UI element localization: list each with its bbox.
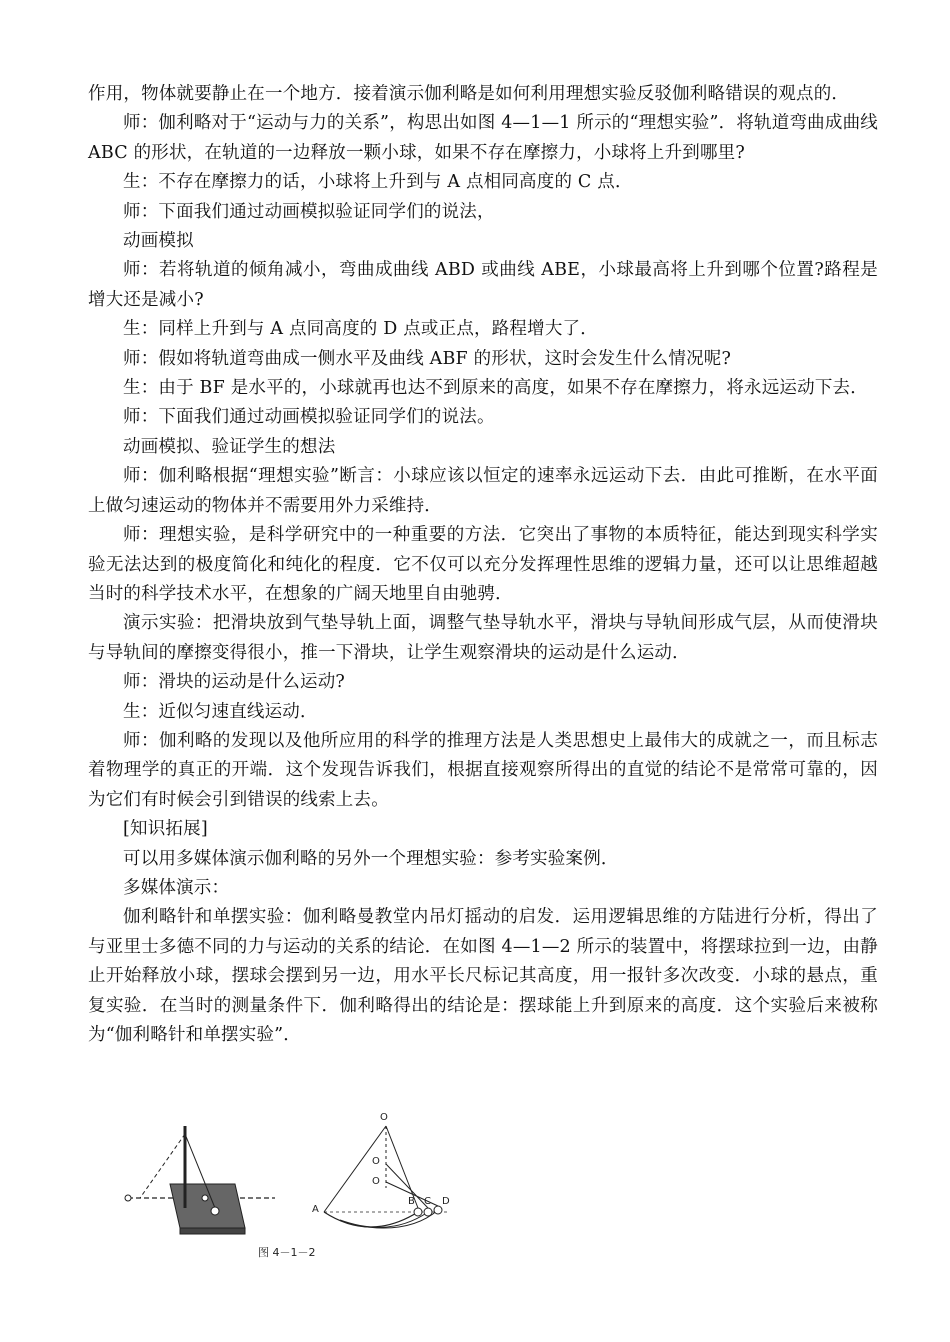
paragraph: 师：理想实验，是科学研究中的一种重要的方法．它突出了事物的本质特征，能达到现实科学实验无法达到的极度简化和纯化的程度．它不仅可以充分发挥理性思维的逻辑力量，还可以让思维超越当时的科学技术水平，在想象的广阔天地里自由驰骋． xyxy=(88,525,878,604)
label-c: C xyxy=(424,1196,431,1207)
label-d: D xyxy=(442,1196,450,1207)
paragraph: 师：滑块的运动是什么运动? xyxy=(123,672,345,693)
paragraph: 师：伽利略根据“理想实验”断言：小球应该以恒定的速率永远运动下去．由此可推断，在水平面上做匀速运动的物体并不需要用外力采维持． xyxy=(88,466,878,516)
paragraph: 动画模拟 xyxy=(123,231,194,252)
label-o1: O xyxy=(372,1156,380,1167)
document-body xyxy=(88,80,878,1050)
paragraph: 师：伽利略对于“运动与力的关系”，构思出如图 4—1—1 所示的“理想实验”．将轨道弯曲成曲线 ABC 的形状，在轨道的一边释放一颗小球，如果不存在摩擦力，小球将上升到哪里? xyxy=(88,113,878,163)
paragraph: [知识拓展] xyxy=(123,819,208,840)
paragraph: 可以用多媒体演示伽利略的另外一个理想实验：参考实验案例． xyxy=(123,848,619,869)
paragraph: 演示实验：把滑块放到气垫导轨上面，调整气垫导轨水平，滑块与导轨间形成气层，从而使滑块与导轨间的摩擦变得很小，推一下滑块，让学生观察滑块的运动是什么运动． xyxy=(88,613,878,663)
paragraph: 伽利略针和单摆实验：伽利略曼教堂内吊灯摇动的启发．运用逻辑思维的方陆进行分析，得出了与亚里士多德不同的力与运动的关系的结论．在如图 4—1—2 所示的装置中，将摆球拉到一边，由静止开始释放小球，摆球会摆到另一边，用水平长尺标记其高度，用一报针多次改变．小球的悬点，重复实验．在当时的测量条件下．伽利略得出的结论是：摆球能上升到原来的高度．这个实验后来被称为“伽利略针和单摆实验”． xyxy=(88,907,878,1045)
paragraph: 师：伽利略的发现以及他所应用的科学的推理方法是人类思想史上最伟大的成就之一，而且标志着物理学的真正的开端．这个发现告诉我们，根据直接观察所得出的直觉的结论不是常常可靠的，因为它们有时候会引到错误的线索上去。 xyxy=(88,730,878,810)
paragraph: 多媒体演示： xyxy=(123,877,230,898)
paragraph: 师：假如将轨道弯曲成一侧水平及曲线 ABF 的形状，这时会发生什么情况呢? xyxy=(123,348,732,369)
paragraph: 生：由于 BF 是水平的，小球就再也达不到原来的高度，如果不存在摩擦力，将永远运动下去． xyxy=(123,378,868,399)
label-o2: O xyxy=(372,1176,380,1187)
paragraph: 师：下面我们通过动画模拟验证同学们的说法。 xyxy=(123,407,495,428)
figure-4-1-2 xyxy=(110,1112,490,1266)
paragraph: 生：近似匀速直线运动． xyxy=(123,701,318,722)
figure-caption: 图 4－1－2 xyxy=(258,1246,316,1259)
paragraph: 动画模拟、验证学生的想法 xyxy=(123,436,336,457)
label-a: A xyxy=(312,1204,319,1215)
label-b: B xyxy=(408,1196,415,1207)
paragraph: 作用，物体就要静止在一个地方．接着演示伽利略是如何利用理想实验反驳伽利略错误的观点的． xyxy=(88,84,850,104)
paragraph: 师：若将轨道的倾角减小，弯曲成曲线 ABD 或曲线 ABE，小球最高将上升到哪个位置?路程是增大还是减小? xyxy=(88,260,878,310)
paragraph: 生：同样上升到与 A 点同高度的 D 点或正点，路程增大了． xyxy=(123,319,598,340)
right-pendulum-diagram xyxy=(324,1126,450,1228)
paragraph: 生：不存在摩擦力的话，小球将上升到与 A 点相同高度的 C 点． xyxy=(123,172,633,193)
paragraph: 师：下面我们通过动画模拟验证同学们的说法， xyxy=(123,201,495,222)
left-apparatus-drawing xyxy=(125,1126,275,1234)
label-o: O xyxy=(380,1112,388,1123)
